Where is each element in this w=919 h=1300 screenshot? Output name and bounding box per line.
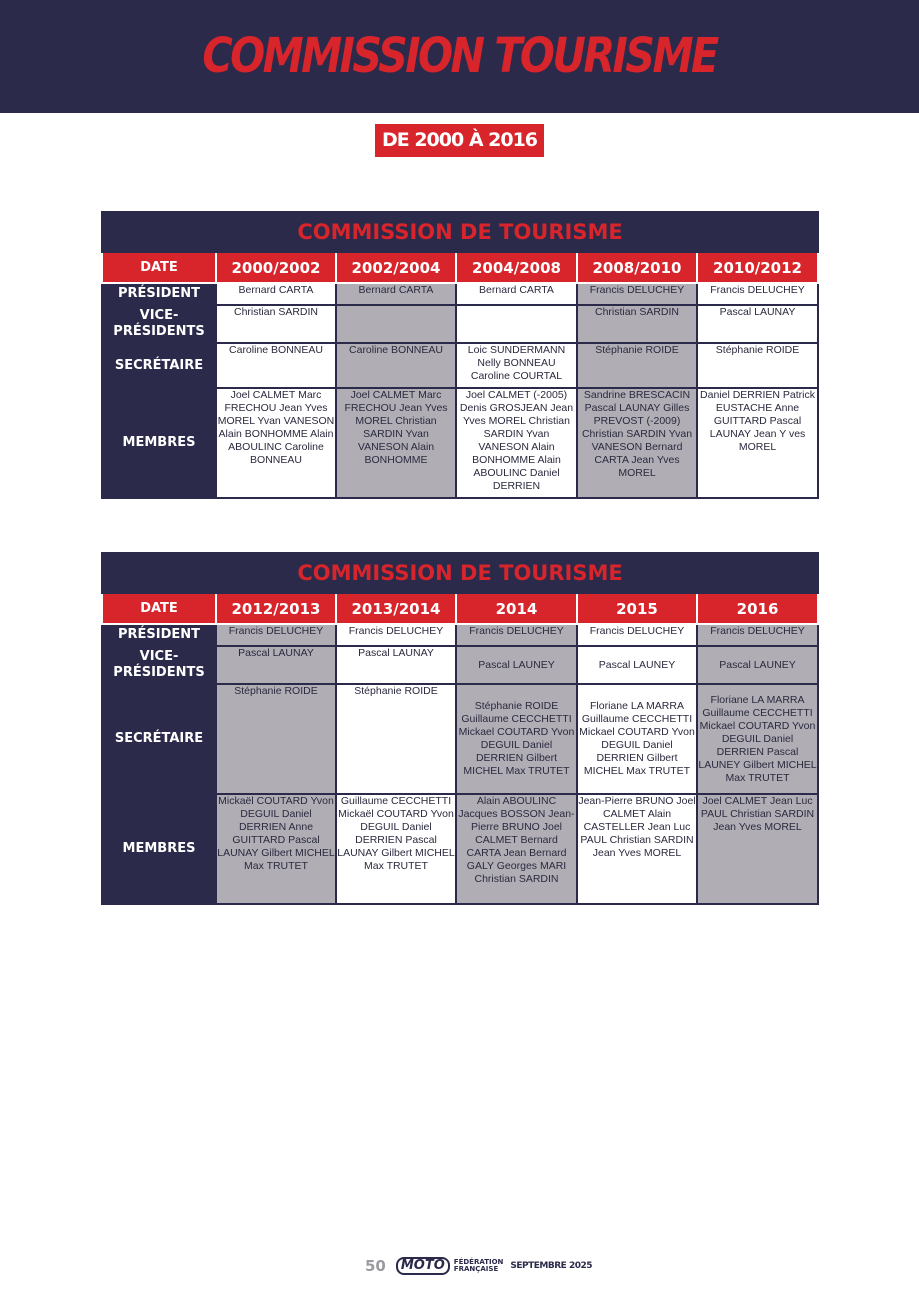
- period-header: 2015: [577, 593, 697, 624]
- secretary-cell: Stéphanie ROIDE: [336, 684, 456, 794]
- period-header-row: [102, 593, 818, 624]
- vice-presidents-row: [102, 646, 818, 684]
- president-label: PRÉSIDENT: [102, 624, 216, 646]
- vice-president-cell: Pascal LAUNEY: [697, 646, 818, 684]
- period-header: 2016: [697, 593, 818, 624]
- members-cell: Joel CALMET Marc FRECHOU Jean Yves MOREL Yvan VANESON Alain BONHOMME Alain ABOULINC Caroline BONNEAU: [216, 388, 336, 498]
- president-cell: Bernard CARTA: [336, 283, 456, 305]
- president-cell: Francis DELUCHEY: [577, 283, 697, 305]
- vice-president-cell: Pascal LAUNAY: [216, 646, 336, 684]
- president-row: [102, 283, 818, 305]
- period-header: 2014: [456, 593, 577, 624]
- period-header: 2012/2013: [216, 593, 336, 624]
- members-cell: Joel CALMET Jean Luc PAUL Christian SARDIN Jean Yves MOREL: [697, 794, 818, 904]
- secretary-cell: Floriane LA MARRA Guillaume CECCHETTI Mickael COUTARD Yvon DEGUIL Daniel DERRIEN Gilbert MICHEL Max TRUTET: [577, 684, 697, 794]
- secretary-label: SECRÉTAIRE: [102, 684, 216, 794]
- president-row: [102, 624, 818, 646]
- secretary-cell: Stéphanie ROIDE: [697, 343, 818, 388]
- vice-president-cell: Christian SARDIN: [577, 305, 697, 343]
- federation-name: [454, 1259, 504, 1273]
- vice-president-cell: Pascal LAUNEY: [456, 646, 577, 684]
- members-cell: Daniel DERRIEN Patrick EUSTACHE Anne GUITTARD Pascal LAUNAY Jean Y ves MOREL: [697, 388, 818, 498]
- members-cell: Guillaume CECCHETTI Mickaël COUTARD Yvon DEGUIL Daniel DERRIEN Pascal LAUNAY Gilbert MICHEL Max TRUTET: [336, 794, 456, 904]
- members-cell: Jean-Pierre BRUNO Joel CALMET Alain CASTELLER Jean Luc PAUL Christian SARDIN Jean Yves MOREL: [577, 794, 697, 904]
- moto-logo: MOTO: [396, 1257, 450, 1275]
- period-header: 2002/2004: [336, 252, 456, 283]
- members-cell: Alain ABOULINC Jacques BOSSON Jean-Pierre BRUNO Joel CALMET Bernard CARTA Jean Bernard GALY Georges MARI Christian SARDIN: [456, 794, 577, 904]
- period-header: 2004/2008: [456, 252, 577, 283]
- secretary-cell: Stéphanie ROIDE Guillaume CECCHETTI Mickael COUTARD Yvon DEGUIL Daniel DERRIEN Gilbert MICHEL Max TRUTET: [456, 684, 577, 794]
- president-cell: Bernard CARTA: [456, 283, 577, 305]
- date-range-badge: DE 2000 À 2016: [375, 124, 544, 157]
- president-cell: Francis DELUCHEY: [577, 624, 697, 646]
- vice-president-cell: [336, 305, 456, 343]
- members-cell: Sandrine BRESCACIN Pascal LAUNAY Gilles PREVOST (-2009) Christian SARDIN Yvan VANESON Bernard CARTA Jean Yves MOREL: [577, 388, 697, 498]
- president-cell: Francis DELUCHEY: [697, 624, 818, 646]
- period-header: 2010/2012: [697, 252, 818, 283]
- page-number: 50: [365, 1257, 386, 1275]
- date-header: DATE: [102, 252, 216, 283]
- secretary-cell: Floriane LA MARRA Guillaume CECCHETTI Mickael COUTARD Yvon DEGUIL Daniel DERRIEN Pascal LAUNEY Gilbert MICHEL Max TRUTET: [697, 684, 818, 794]
- members-row: [102, 388, 818, 498]
- federation-line-1: FÉDÉRATION: [453, 1258, 504, 1266]
- vice-president-cell: Pascal LAUNAY: [697, 305, 818, 343]
- president-cell: Francis DELUCHEY: [456, 624, 577, 646]
- header-banner: [0, 0, 919, 113]
- vice-presidents-row: [102, 305, 818, 343]
- table-title: COMMISSION DE TOURISME: [102, 212, 818, 252]
- members-label: MEMBRES: [102, 794, 216, 904]
- secretary-cell: Caroline BONNEAU: [336, 343, 456, 388]
- table-title: COMMISSION DE TOURISME: [102, 553, 818, 593]
- members-cell: Joel CALMET (-2005) Denis GROSJEAN Jean Yves MOREL Christian SARDIN Yvan VANESON Alain BONHOMME Alain ABOULINC Daniel DERRIEN: [456, 388, 577, 498]
- page-footer: [365, 1256, 592, 1276]
- members-cell: Mickaël COUTARD Yvon DEGUIL Daniel DERRIEN Anne GUITTARD Pascal LAUNAY Gilbert MICHEL Max TRUTET: [216, 794, 336, 904]
- secretary-row: [102, 684, 818, 794]
- members-label: MEMBRES: [102, 388, 216, 498]
- vice-presidents-label: VICE-PRÉSIDENTS: [102, 305, 216, 343]
- period-header-row: [102, 252, 818, 283]
- date-header: DATE: [102, 593, 216, 624]
- vice-presidents-label: VICE-PRÉSIDENTS: [102, 646, 216, 684]
- federation-line-2: FRANÇAISE: [453, 1265, 499, 1273]
- president-cell: Francis DELUCHEY: [336, 624, 456, 646]
- president-label: PRÉSIDENT: [102, 283, 216, 305]
- period-header: 2013/2014: [336, 593, 456, 624]
- members-row: [102, 794, 818, 904]
- secretary-cell: Caroline BONNEAU: [216, 343, 336, 388]
- commission-table-2: [101, 552, 819, 905]
- secretary-row: [102, 343, 818, 388]
- secretary-cell: Stéphanie ROIDE: [577, 343, 697, 388]
- secretary-label: SECRÉTAIRE: [102, 343, 216, 388]
- president-cell: Francis DELUCHEY: [697, 283, 818, 305]
- president-cell: Francis DELUCHEY: [216, 624, 336, 646]
- page-title: COMMISSION TOURISME: [202, 28, 717, 84]
- vice-president-cell: Christian SARDIN: [216, 305, 336, 343]
- vice-president-cell: Pascal LAUNEY: [577, 646, 697, 684]
- period-header: 2000/2002: [216, 252, 336, 283]
- issue-date: SEPTEMBRE 2025: [510, 1261, 592, 1271]
- period-header: 2008/2010: [577, 252, 697, 283]
- vice-president-cell: Pascal LAUNAY: [336, 646, 456, 684]
- commission-table-1: [101, 211, 819, 499]
- president-cell: Bernard CARTA: [216, 283, 336, 305]
- secretary-cell: Loic SUNDERMANN Nelly BONNEAU Caroline COURTAL: [456, 343, 577, 388]
- secretary-cell: Stéphanie ROIDE: [216, 684, 336, 794]
- vice-president-cell: [456, 305, 577, 343]
- members-cell: Joel CALMET Marc FRECHOU Jean Yves MOREL Christian SARDIN Yvan VANESON Alain BONHOMME: [336, 388, 456, 498]
